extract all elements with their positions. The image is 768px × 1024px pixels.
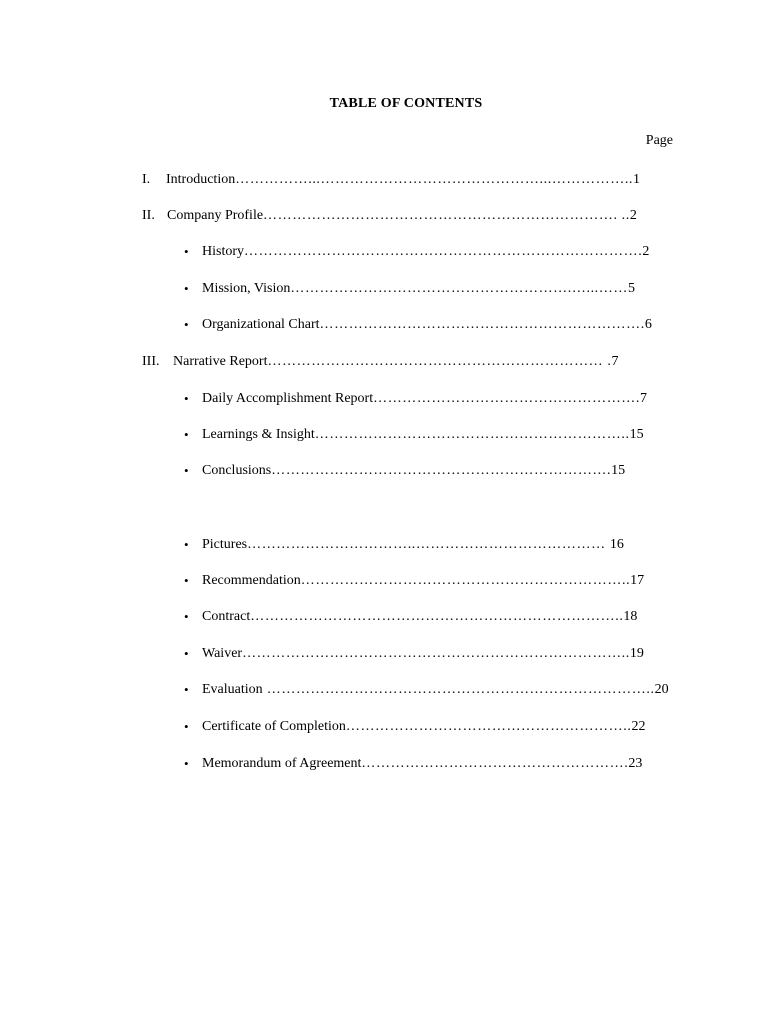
toc-entry-text [202,316,652,334]
toc-entry-text [202,426,644,444]
toc-entry-text [202,280,635,298]
entry-label: Contract [202,609,251,624]
toc-entry-text [166,171,640,189]
dot-leader: …………………………………………………………………….. [262,682,655,697]
section-numeral: III. [142,354,160,369]
bullet-icon: • [184,609,189,624]
entry-label: Waiver [202,646,243,661]
page-number: 22 [631,719,646,734]
toc-entry-text [202,755,642,773]
section-numeral: I. [142,172,151,187]
bullet-icon: • [184,391,189,406]
toc-entry-text [202,462,625,480]
entry-label: Introduction [166,172,236,187]
toc-entry-text [202,243,649,261]
toc-entry-text [202,681,669,699]
dot-leader: ………………………………………………. [361,756,629,771]
bullet-icon: • [184,427,189,442]
dot-leader: ………………………………………………………………. .. [263,208,630,223]
page-title: TABLE OF CONTENTS [329,96,483,111]
page-number: 2 [642,244,650,259]
bullet-icon: • [184,682,189,697]
toc-entry-text [202,608,637,626]
dot-leader: ………………………………………………………….. [300,573,631,588]
entry-label: Organizational Chart [202,317,320,332]
page-number: 18 [623,609,638,624]
dot-leader: ……………………………..………………………………… [247,537,610,552]
toc-entry-text [202,718,645,736]
entry-label: Company Profile [167,208,264,223]
page-number: 23 [628,756,643,771]
dot-leader: …………………………………………………………… . [267,354,612,369]
page-number: 6 [644,317,652,332]
page-number: 7 [611,354,619,369]
page-number: 20 [654,682,669,697]
dot-leader: ……………………………………………………………. [271,463,612,478]
dot-leader: ……………………………………………………….. [314,427,630,442]
entry-label: History [202,244,244,259]
entry-label: Memorandum of Agreement [202,756,362,771]
entry-label: Recommendation [202,573,301,588]
entry-label: Conclusions [202,463,272,478]
page-number: 5 [627,281,635,296]
toc-entry-text [173,353,618,371]
page-number: 1 [633,172,641,187]
page-number: 7 [640,391,647,406]
section-numeral: II. [142,208,155,223]
entry-label: Learnings & Insight [202,427,315,442]
entry-label: Pictures [202,537,248,552]
page-number: 2 [629,208,637,223]
page-number: 15 [629,427,644,442]
dot-leader: ………………………………………………….…...…… [290,281,628,296]
dot-leader: ……………...………………………………………...…………….. [235,172,634,187]
toc-entry-text [202,390,647,408]
dot-leader: ………………………………………………….. [345,719,632,734]
dot-leader: ………………………………………………………………….. [250,609,624,624]
entry-label: Daily Accomplishment Report [202,391,374,406]
dot-leader: …………………………………………………………. [319,317,645,332]
toc-entry-text [202,536,624,554]
dot-leader: …………………………………………………………………….. [242,646,630,661]
page-number: 15 [611,463,626,478]
bullet-icon: • [184,646,189,661]
entry-label: Evaluation [202,682,263,697]
dot-leader: ………………………………………………. [373,391,640,406]
entry-label: Narrative Report [173,354,268,369]
bullet-icon: • [184,463,189,478]
bullet-icon: • [184,244,189,259]
toc-entry-text [202,645,644,663]
bullet-icon: • [184,537,189,552]
entry-label: Mission, Vision [202,281,291,296]
bullet-icon: • [184,756,189,771]
bullet-icon: • [184,317,189,332]
toc-entry-text [202,572,644,590]
toc-entry-text [167,207,637,225]
bullet-icon: • [184,573,189,588]
page-column-label: Page [645,133,673,148]
dot-leader: ………………………………………………………………………. [244,244,643,259]
page-number: 16 [609,537,624,552]
bullet-icon: • [184,281,189,296]
page-number: 17 [630,573,645,588]
entry-label: Certificate of Completion [202,719,346,734]
page-number: 19 [629,646,644,661]
bullet-icon: • [184,719,189,734]
